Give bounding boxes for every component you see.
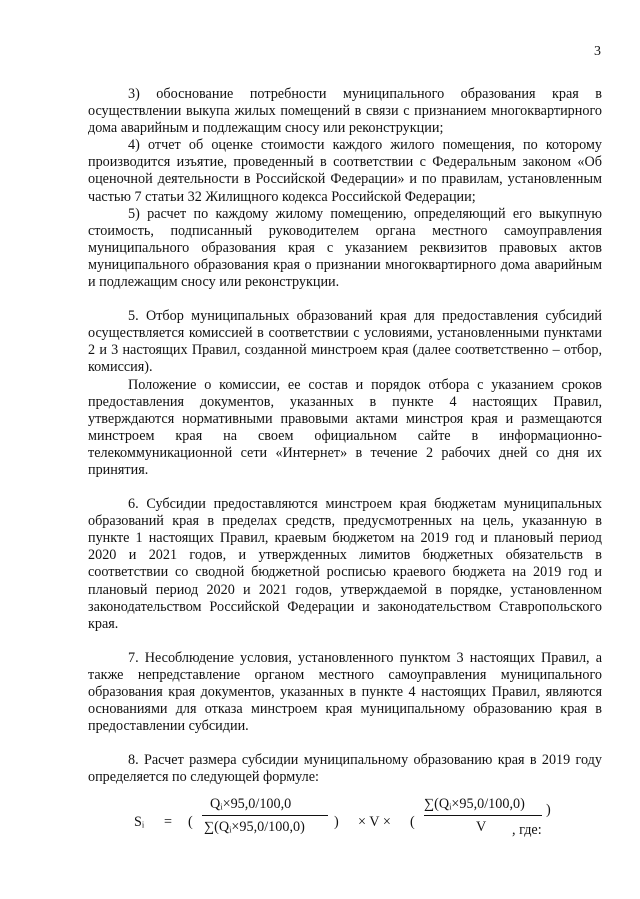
paragraph-clause-6: 6. Субсидии предоставляются минстроем края бюджетам муниципальных образований края в пределах средств, предусмотренных на цель, указанную в пункте 1 настоящих Правил, краевым бюджетом на 2019 год и плановый период 2020 и 2021 годов, и утвержденных лимитов бюджетных обязательств в соответствии со сводной бюджетной росписью краевого бюджета на 2019 год и плановый период 2020 и 2021 годов, утверждаемой в порядке, установленном законодательством Российской Федерации и законодательством Ставропольского края.	[88, 496, 602, 632]
paragraph-item-3: 3) обоснование потребности муниципального образования края в осуществлении выкупа жилых помещений в связи с признанием многоквартирного дома аварийным и подлежащим сносу или реконструкции;	[88, 86, 602, 137]
formula-equals: =	[164, 814, 173, 830]
paragraph-clause-5: 5. Отбор муниципальных образований края для предоставления субсидий осуществляется комиссией в соответствии с условиями, установленными пунктами 2 и 3 настоящих Правил, созданной минстроем края (далее соответственно – отбор, комиссия).	[88, 308, 602, 376]
paragraph-item-5: 5) расчет по каждому жилому помещению, определяющий его выкупную стоимость, подписанный руководителем органа местного самоуправления муниципального образования края с указанием реквизитов правовых актов муниципального образования края о признании многоквартирного дома аварийным и подлежащим сносу или реконструкции.	[88, 205, 602, 291]
subsidy-formula	[134, 796, 574, 840]
formula-denominator-1: ∑(Qᵢ×95,0/100,0)	[204, 819, 305, 835]
formula-denominator-2: V	[476, 819, 487, 835]
page-number: 3	[594, 44, 601, 59]
formula-right-paren-2: )	[546, 802, 551, 818]
formula-numerator-1: Qᵢ×95,0/100,0	[210, 796, 292, 812]
paragraph-item-4: 4) отчет об оценке стоимости каждого жилого помещения, по которому производится изъятие, проведенный в соответствии с Федеральным законом «Об оценочной деятельности в Российской Федерации» и по правилам, установленным частью 7 статьи 32 Жилищного кодекса Российской Федерации;	[88, 137, 602, 205]
formula-left-paren-2: (	[410, 814, 415, 830]
formula-left-paren: (	[188, 814, 193, 830]
formula-times-v: × V ×	[358, 814, 391, 830]
fraction-line-1	[202, 815, 328, 816]
fraction-line-2	[424, 815, 542, 816]
paragraph-clause-7: 7. Несоблюдение условия, установленного пунктом 3 настоящих Правил, а также непредставление органом местного самоуправления муниципального образования края документов, указанных в пункте 4 настоящих Правил, являются основаниями для отказа минстроем края муниципальному образованию края в предоставлении субсидии.	[88, 649, 602, 735]
paragraph-clause-8: 8. Расчет размера субсидии муниципальному образованию края в 2019 году определяется по следующей формуле:	[88, 752, 602, 786]
document-body	[88, 86, 602, 786]
formula-numerator-2: ∑(Qᵢ×95,0/100,0)	[424, 796, 525, 812]
formula-right-paren: )	[334, 814, 339, 830]
formula-lhs: Sᵢ	[134, 814, 145, 830]
formula-where: , где:	[512, 822, 542, 838]
paragraph-commission: Положение о комиссии, ее состав и порядок отбора с указанием сроков предоставления документов, указанных в пункте 4 настоящих Правил, утверждаются нормативными правовыми актами минстроя края и размещаются минстроем края на своем официальном сайте в информационно-телекоммуникационной сети «Интернет» в течение 2 рабочих дней со дня их принятия.	[88, 376, 602, 478]
